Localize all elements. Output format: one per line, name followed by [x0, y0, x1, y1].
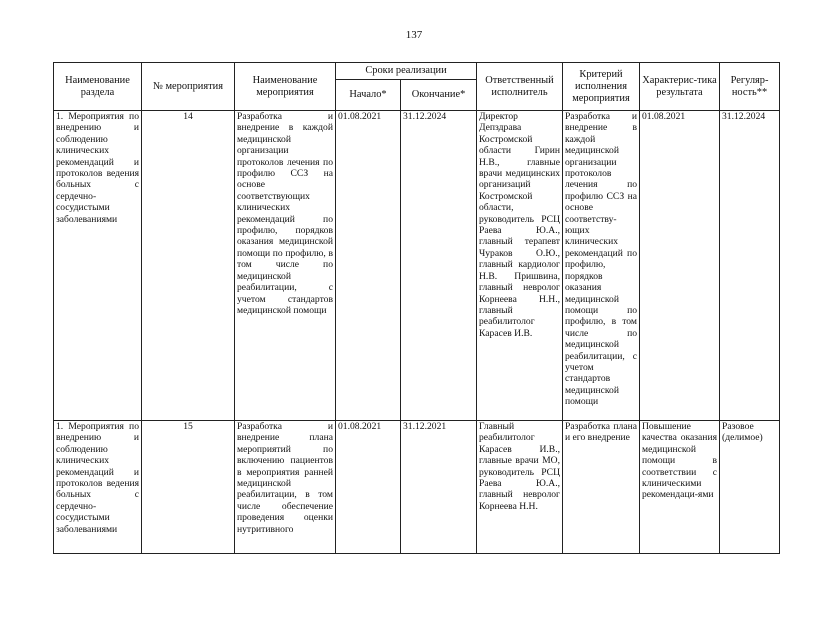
header-end: Окончание*	[401, 80, 477, 111]
header-responsible: Ответственный исполнитель	[477, 63, 563, 111]
header-regularity: Регуляр-ность**	[720, 63, 780, 111]
header-section: Наименование раздела	[54, 63, 142, 111]
table-header	[54, 63, 780, 111]
cell-criterion: Разработка плана и его внедрение	[563, 421, 640, 554]
cell-start: 01.08.2021	[336, 111, 401, 421]
table-row	[54, 111, 780, 421]
page-number: 137	[405, 29, 423, 41]
header-criterion: Критерий исполнения мероприятия	[563, 63, 640, 111]
cell-number: 14	[142, 111, 235, 421]
cell-end: 31.12.2024	[401, 111, 477, 421]
cell-characteristic: 01.08.2021	[640, 111, 720, 421]
cell-responsible: Директор Депздрава Костромской области Гирин Н.В., главные врачи медицинских организаций Костромской области, руководитель РСЦ Раева Ю.А., главный терапевт Чураков О.Ю., главный кардиолог Н.В. Пришвина, главный невролог Корнеева Н.Н., главный реабилитолог Карасев И.В.	[477, 111, 563, 421]
header-name: Наименование мероприятия	[235, 63, 336, 111]
activities-table	[53, 62, 780, 554]
cell-regularity: 31.12.2024	[720, 111, 780, 421]
cell-section: 1. Мероприятия по внедрению и соблюдению клинических рекомендаций и протоколов ведения больных с сердечно-сосудистыми заболеваниями	[54, 421, 142, 554]
cell-end: 31.12.2021	[401, 421, 477, 554]
header-start: Начало*	[336, 80, 401, 111]
cell-regularity: Разовое (делимое)	[720, 421, 780, 554]
cell-name: Разработка и внедрение плана мероприятий по включению пациентов в мероприятия ранней медицинской реабилитации, в том числе обеспечение проведения оценки нутритивного	[235, 421, 336, 554]
cell-section: 1. Мероприятия по внедрению и соблюдению клинических рекомендаций и протоколов ведения больных с сердечно-сосудистыми заболеваниями	[54, 111, 142, 421]
table-row	[54, 421, 780, 554]
cell-start: 01.08.2021	[336, 421, 401, 554]
cell-name: Разработка и внедрение в каждой медицинской организации протоколов лечения по профилю ССЗ на основе соответствующих клинических рекомендаций по профилю, порядков оказания медицинской помощи по профилю, в том числе по медицинской реабилитации, с учетом стандартов медицинской помощи	[235, 111, 336, 421]
cell-number: 15	[142, 421, 235, 554]
header-deadlines: Сроки реализации	[336, 63, 477, 80]
cell-characteristic: Повышение качества оказания медицинской помощи в соответствии с клиническими рекомендаци-ями	[640, 421, 720, 554]
cell-responsible: Главный реабилитолог Карасев И.В., главные врачи МО, руководитель РСЦ Раева Ю.А., главный невролог Корнеева Н.Н.	[477, 421, 563, 554]
header-number: № мероприятия	[142, 63, 235, 111]
header-characteristic: Характерис-тика результата	[640, 63, 720, 111]
cell-criterion: Разработка и внедрение в каждой медицинской организации протоколов лечения по профилю ССЗ на основе соответству-ющих клинических рекомендаций по профилю, порядков оказания медицинской помощи по профилю, в том числе по медицинской реабилитации, с учетом стандартов медицинской помощи	[563, 111, 640, 421]
